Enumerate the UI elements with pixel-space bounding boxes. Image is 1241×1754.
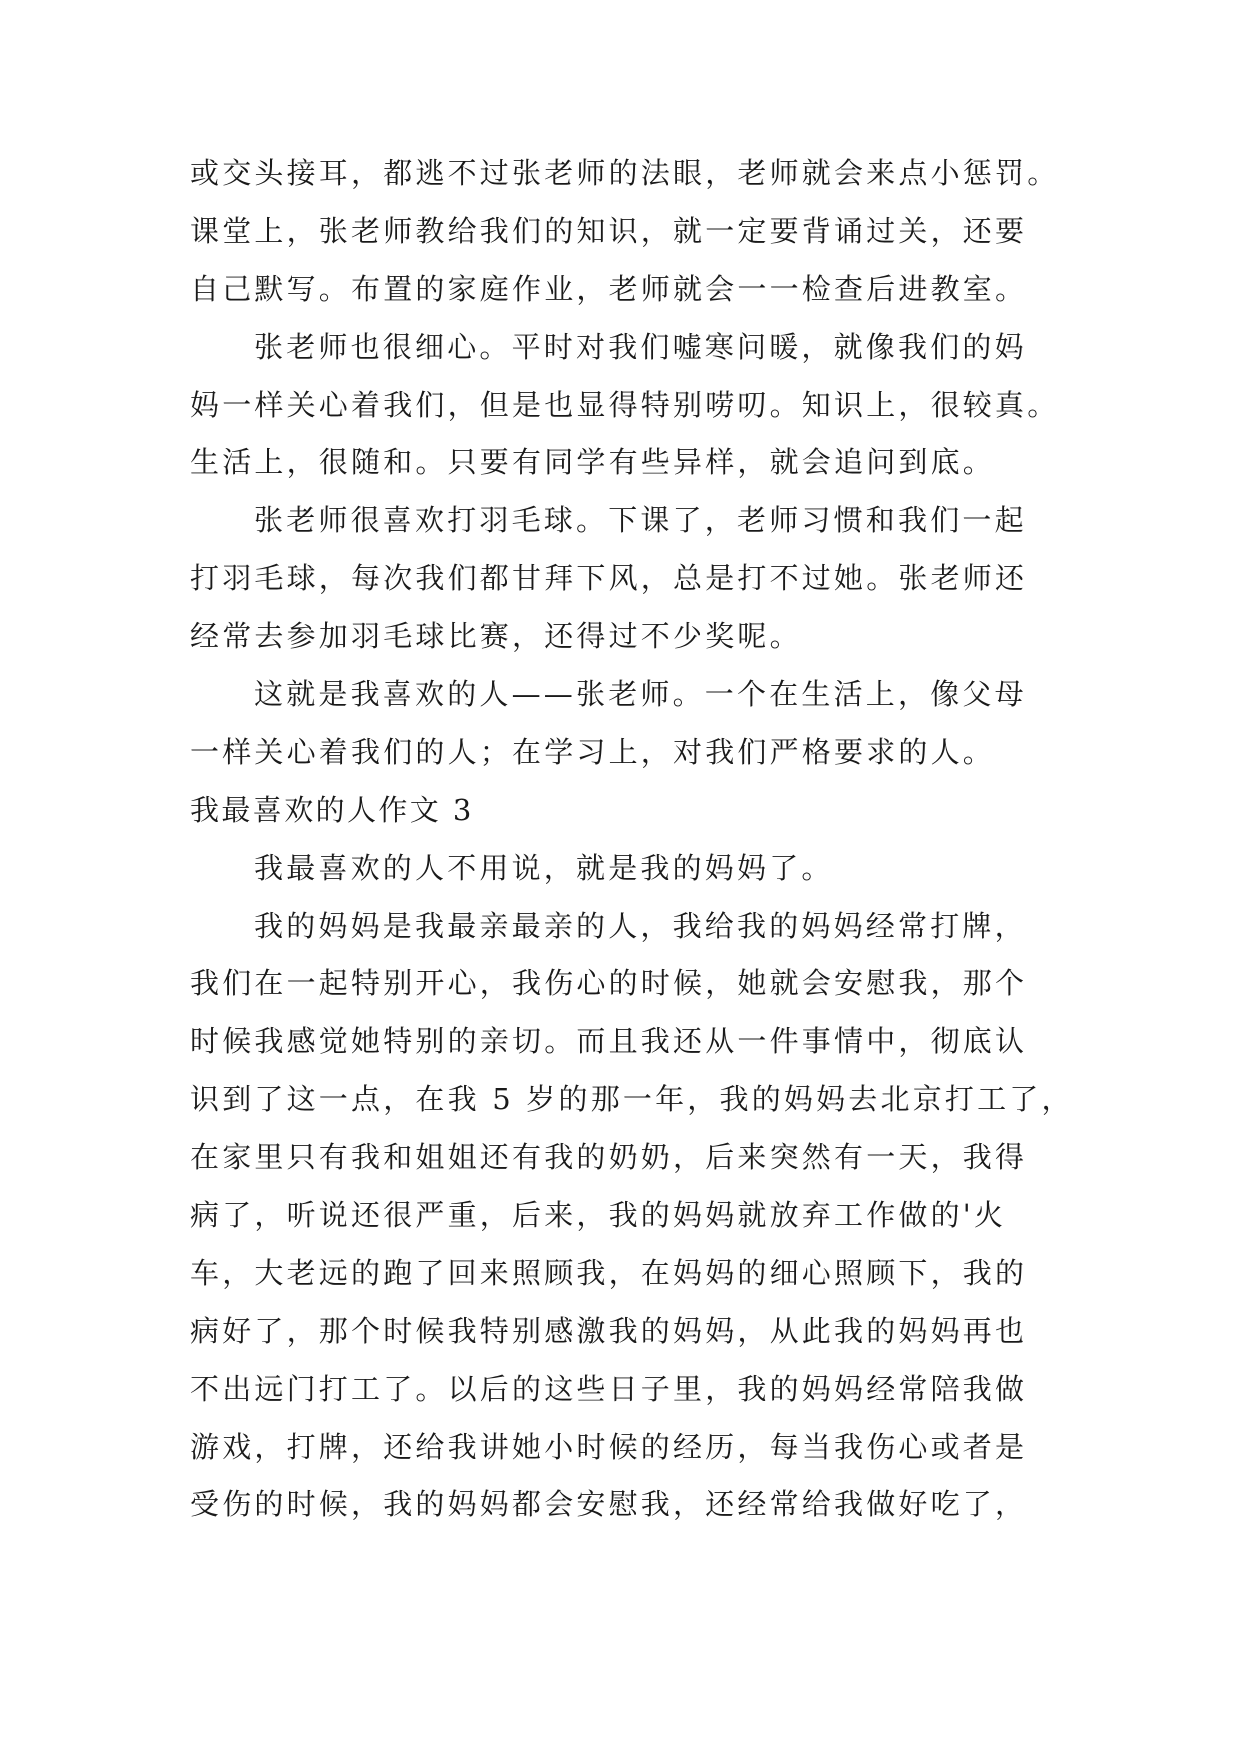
text-line: 妈一样关心着我们，但是也显得特别唠叨。知识上，很较真。 <box>190 387 1060 422</box>
section-heading: 我最喜欢的人作文 3 <box>190 792 474 827</box>
paragraph-first-line: 张老师也很细心。平时对我们嘘寒问暖，就像我们的妈 <box>254 329 1027 364</box>
text-line: 车，大老远的跑了回来照顾我，在妈妈的细心照顾下，我的 <box>190 1255 1028 1290</box>
paragraph-first-line: 我最喜欢的人不用说，就是我的妈妈了。 <box>254 850 834 885</box>
text-line: 时候我感觉她特别的亲切。而且我还从一件事情中，彻底认 <box>190 1024 1028 1059</box>
text-line: 在家里只有我和姐姐还有我的奶奶，后来突然有一天，我得 <box>190 1140 1028 1175</box>
text-line: 自己默写。布置的家庭作业，老师就会一一检查后进教室。 <box>190 271 1028 306</box>
paragraph-first-line: 这就是我喜欢的人——张老师。一个在生活上，像父母 <box>254 677 1027 712</box>
document-body <box>190 145 1074 1534</box>
text-line: 不出远门打工了。以后的这些日子里，我的妈妈经常陪我做 <box>190 1371 1028 1406</box>
text-line: 课堂上，张老师教给我们的知识，就一定要背诵过关，还要 <box>190 213 1028 248</box>
text-line: 游戏，打牌，还给我讲她小时候的经历，每当我伤心或者是 <box>190 1429 1028 1464</box>
text-line: 生活上，很随和。只要有同学有些异样，就会追问到底。 <box>190 445 996 480</box>
paragraph-first-line: 张老师很喜欢打羽毛球。下课了，老师习惯和我们一起 <box>254 503 1027 538</box>
text-line: 一样关心着我们的人；在学习上，对我们严格要求的人。 <box>190 734 996 769</box>
text-line: 我们在一起特别开心，我伤心的时候，她就会安慰我，那个 <box>190 966 1028 1001</box>
text-line: 打羽毛球，每次我们都甘拜下风，总是打不过她。张老师还 <box>190 561 1028 596</box>
text-line: 经常去参加羽毛球比赛，还得过不少奖呢。 <box>190 619 802 654</box>
text-line: 受伤的时候，我的妈妈都会安慰我，还经常给我做好吃了， <box>190 1487 1028 1522</box>
text-line: 识到了这一点，在我 5 岁的那一年，我的妈妈去北京打工了， <box>190 1082 1074 1117</box>
text-line: 病了，听说还很严重，后来，我的妈妈就放弃工作做的'火 <box>190 1198 1007 1233</box>
text-line: 或交头接耳，都逃不过张老师的法眼，老师就会来点小惩罚。 <box>190 156 1060 190</box>
paragraph-first-line: 我的妈妈是我最亲最亲的人，我给我的妈妈经常打牌， <box>254 908 1027 943</box>
text-line: 病好了，那个时候我特别感激我的妈妈，从此我的妈妈再也 <box>190 1313 1028 1348</box>
